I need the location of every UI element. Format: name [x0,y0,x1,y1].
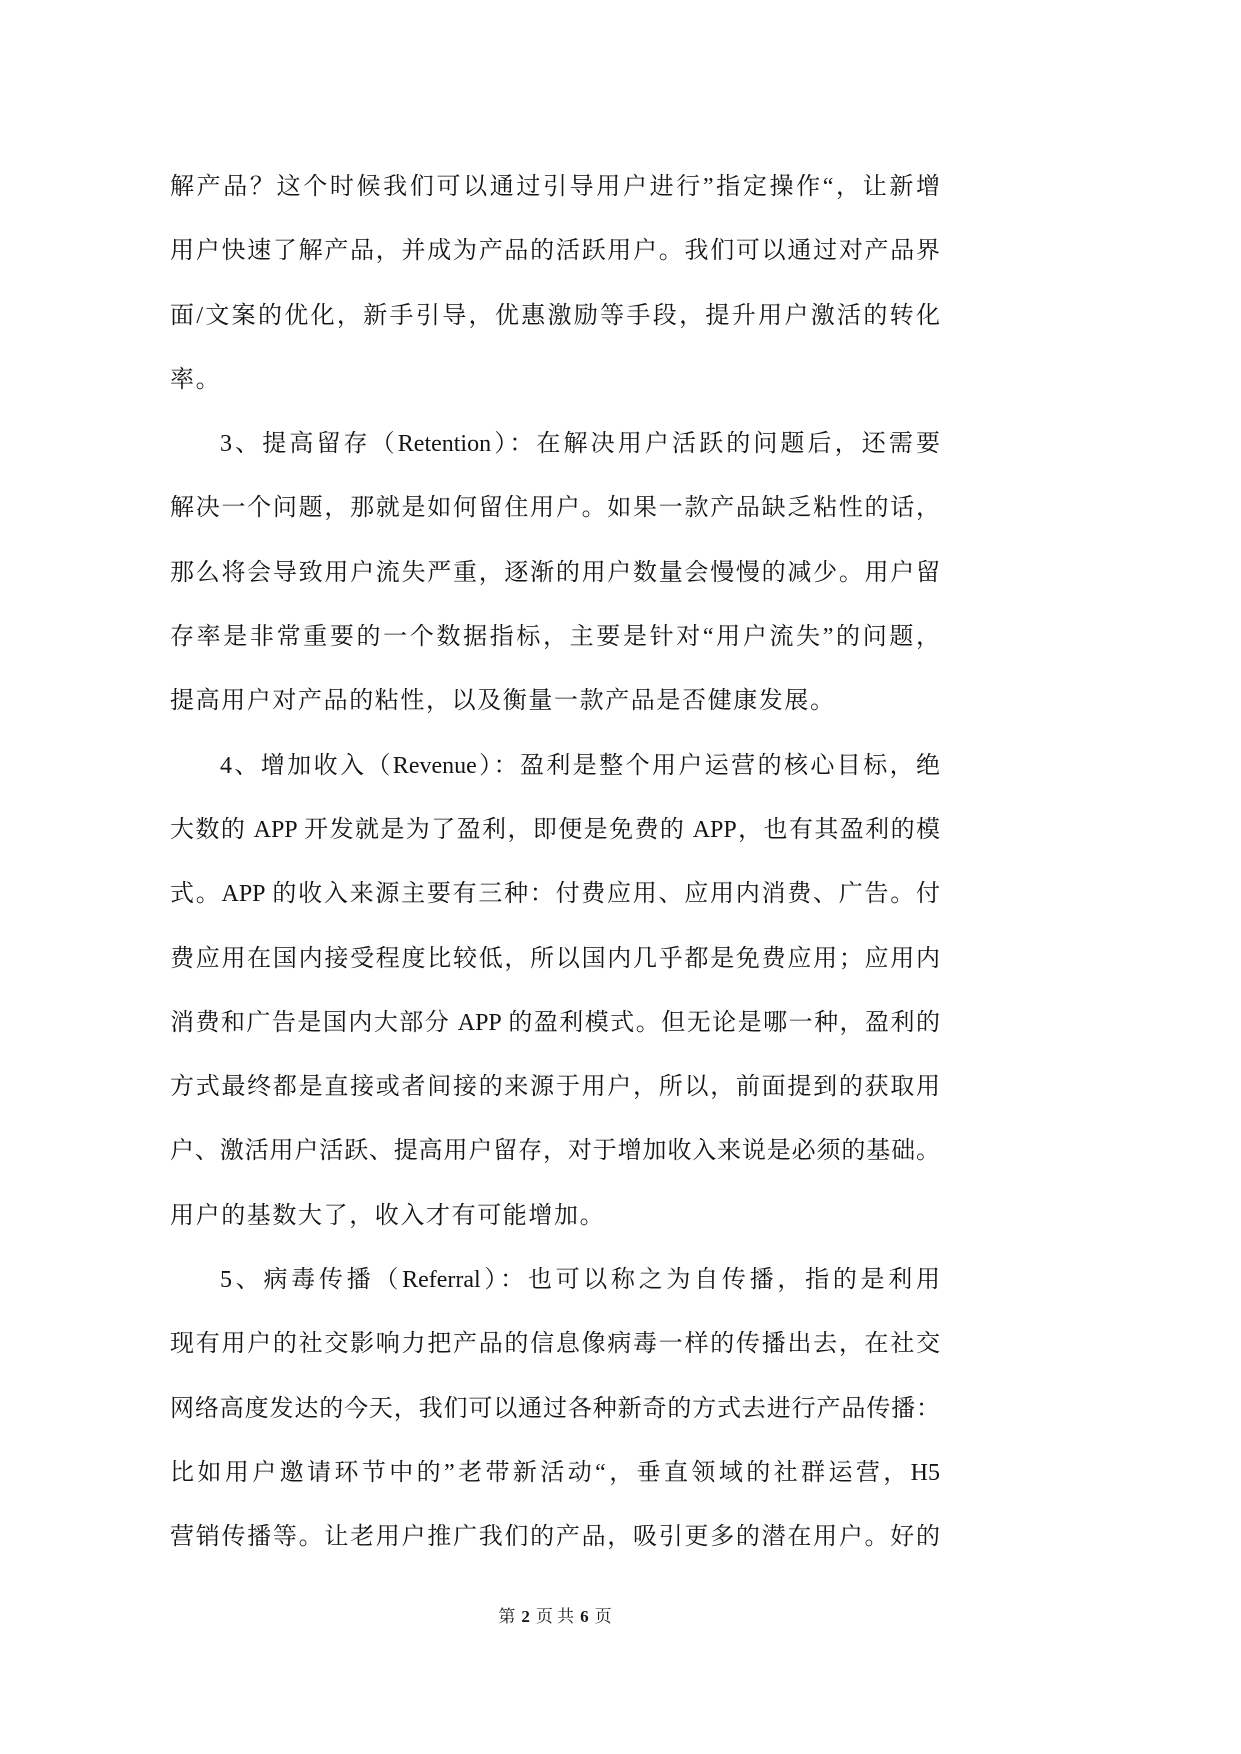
text-line: 用户的基数大了，收入才有可能增加。 [170,1202,606,1229]
text-line: 费应用在国内接受程度比较低，所以国内几乎都是免费应用；应用内 [170,945,940,972]
total-pages-number: 6 [580,1607,589,1626]
paragraph-heading-line: 4、增加收入（Revenue）：盈利是整个用户运营的核心目标，绝 [220,752,940,779]
text-line: 提高用户对产品的粘性，以及衡量一款产品是否健康发展。 [170,688,836,715]
text-line: 用户快速了解产品，并成为产品的活跃用户。我们可以通过对产品界 [170,238,940,265]
text-line: 面/文案的优化，新手引导，优惠激励等手段，提升用户激活的转化 [170,302,940,329]
text-line: 现有用户的社交影响力把产品的信息像病毒一样的传播出去，在社交 [170,1331,940,1358]
text-line: 那么将会导致用户流失严重，逐渐的用户数量会慢慢的减少。用户留 [170,559,940,586]
paragraph-heading-line: 5、病毒传播（Referral）：也可以称之为自传播，指的是利用 [220,1267,940,1294]
body-text [170,155,940,1570]
text-line: 户、激活用户活跃、提高用户留存，对于增加收入来说是必须的基础。 [170,1138,940,1165]
text-line: 式。APP 的收入来源主要有三种：付费应用、应用内消费、广告。付 [170,881,940,908]
text-line: 率。 [170,366,222,393]
text-line: 消费和广告是国内大部分 APP 的盈利模式。但无论是哪一种，盈利的 [170,1009,940,1036]
page-suffix: 页 [594,1607,612,1626]
page-footer [170,1604,940,1630]
text-line: 大数的 APP 开发就是为了盈利，即便是免费的 APP，也有其盈利的模 [170,816,940,843]
text-line: 营销传播等。让老用户推广我们的产品，吸引更多的潜在用户。好的 [170,1524,940,1551]
text-line: 网络高度发达的今天，我们可以通过各种新奇的方式去进行产品传播： [170,1395,940,1422]
page-mid: 页 共 [535,1607,575,1626]
text-line: 比如用户邀请环节中的”老带新活动“，垂直领域的社群运营，H5 [170,1459,940,1486]
current-page-number: 2 [521,1607,530,1626]
text-line: 方式最终都是直接或者间接的来源于用户，所以，前面提到的获取用 [170,1074,940,1101]
paragraph-heading-line: 3、提高留存（Retention）：在解决用户活跃的问题后，还需要 [220,431,940,458]
text-line: 存率是非常重要的一个数据指标，主要是针对“用户流失”的问题， [170,624,940,651]
text-line: 解产品？这个时候我们可以通过引导用户进行”指定操作“，让新增 [170,174,940,200]
text-line: 解决一个问题，那就是如何留住用户。如果一款产品缺乏粘性的话， [170,495,940,522]
page-prefix: 第 [498,1607,516,1626]
